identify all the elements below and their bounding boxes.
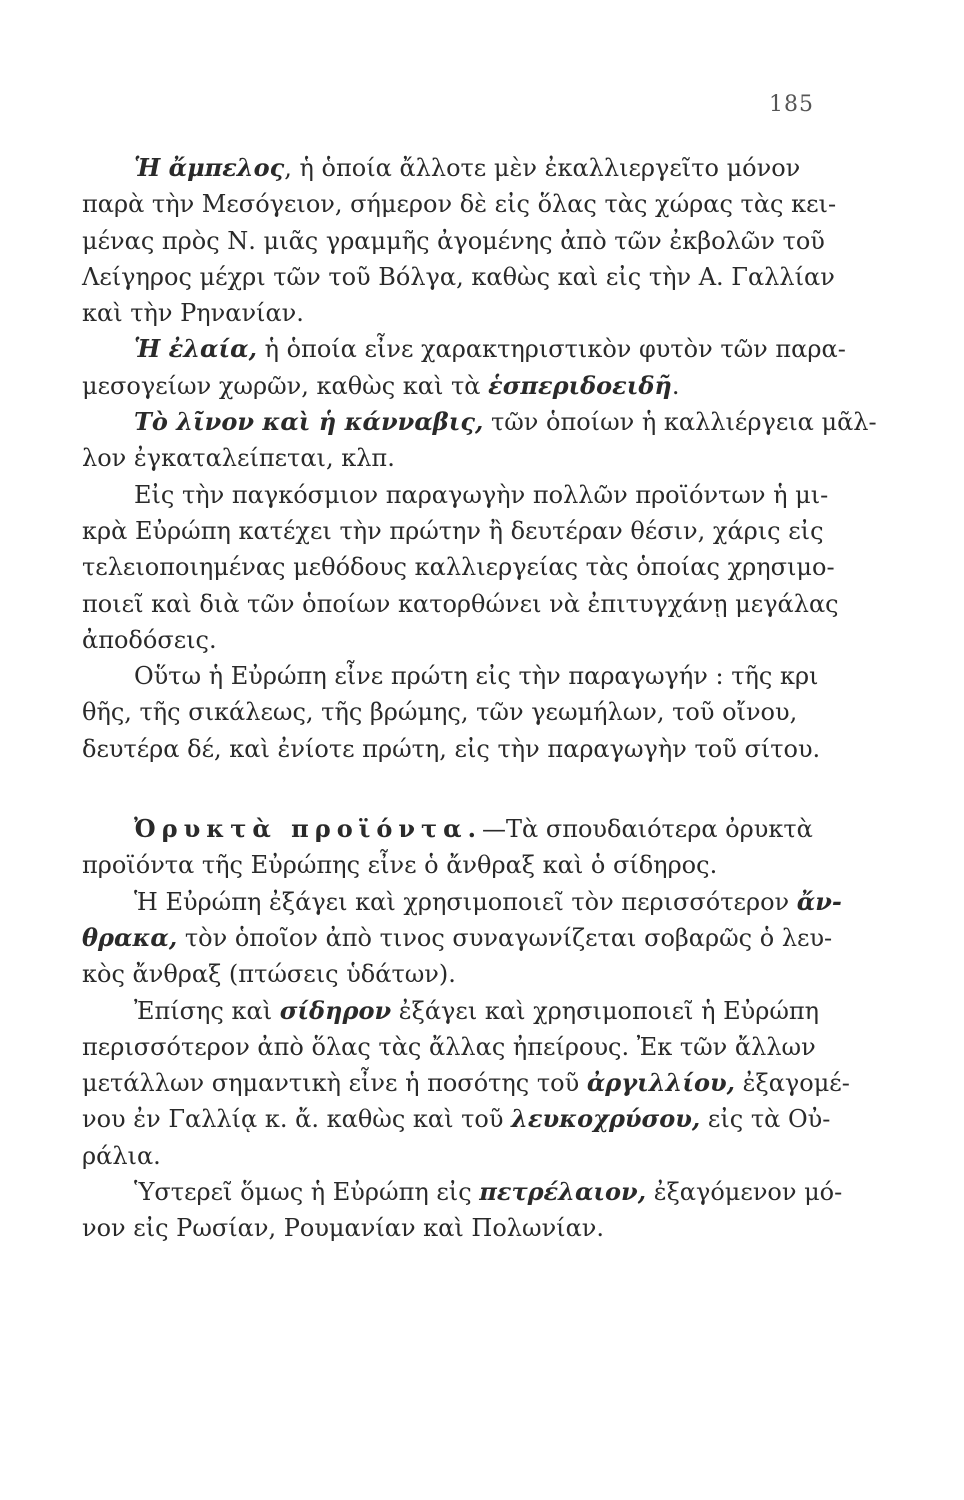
- text-line: [82, 223, 825, 259]
- text-line: [82, 993, 818, 1029]
- text-run: νον εἰς Ρωσίαν, Ρουμανίαν καὶ Πολωνίαν.: [82, 1214, 604, 1243]
- emphasized-term: Τὸ λῖνον καὶ ἡ κάνναβις,: [134, 407, 484, 437]
- section-gap: [82, 767, 818, 811]
- text-run: ἐξάγει καὶ χρησιμοποιεῖ ἡ Εὐρώπη: [391, 996, 820, 1025]
- text-line: [82, 259, 835, 295]
- text-line: [82, 920, 833, 956]
- text-run: δευτέρα δέ, καὶ ἐνίοτε πρώτη, εἰς τὴν παραγωγὴν τοῦ σίτου.: [82, 734, 821, 763]
- text-run: κρὰ Εὐρώπη κατέχει τὴν πρώτην ἢ δευτέραν θέσιν, χάρις εἰς: [82, 516, 824, 545]
- text-line: [82, 186, 837, 222]
- text-run: εἰς τὰ Οὐ-: [700, 1105, 831, 1134]
- text-line: [82, 1101, 831, 1137]
- paragraph: [82, 331, 846, 404]
- text-line: [82, 150, 818, 186]
- emphasized-term: Ἡ ἐλαία,: [134, 334, 257, 364]
- text-run: μεσογείων χωρῶν, καθὼς καὶ τὰ: [82, 371, 489, 400]
- text-line: [82, 295, 818, 331]
- text-run: Οὕτω ἡ Εὐρώπη εἶνε πρώτη εἰς τὴν παραγωγήν : τῆς κρι: [134, 662, 819, 691]
- text-run: προϊόντα τῆς Εὐρώπης εἶνε ὁ ἄνθραξ καὶ ὁ σίδηρος.: [82, 851, 718, 880]
- text-line: [82, 658, 818, 694]
- text-run: ποιεῖ καὶ διὰ τῶν ὁποίων κατορθώνει νὰ ἐπιτυγχάνῃ μεγάλας: [82, 589, 839, 618]
- text-line: [82, 1210, 818, 1246]
- text-run: ἐξαγομέ-: [734, 1069, 850, 1098]
- text-run: τῶν ὁποίων ἡ καλλιέργεια μᾶλ-: [483, 408, 877, 437]
- text-line: [82, 1029, 818, 1065]
- text-line: [82, 440, 818, 476]
- emphasized-term: Ἡ ἄμπελος: [134, 153, 285, 182]
- text-run: τελειοποιημένας μεθόδους καλλιεργείας τὰς ὁποίας χρησιμο-: [82, 553, 835, 582]
- text-run: λον ἐγκαταλείπεται, κλπ.: [82, 444, 395, 473]
- paragraph: [82, 884, 842, 993]
- emphasized-term: ἀργιλλίου,: [586, 1068, 735, 1098]
- page-number: 185: [769, 92, 814, 117]
- page-text: [82, 150, 877, 1247]
- text-line: [82, 811, 818, 847]
- emphasized-term: ἄν-: [796, 886, 842, 916]
- paragraph: [82, 477, 839, 658]
- text-run: θῆς, τῆς σικάλεως, τῆς βρώμης, τῶν γεωμήλων, τοῦ οἴνου,: [82, 698, 798, 727]
- text-run: μετάλλων σημαντικὴ εἶνε ἡ ποσότης τοῦ: [82, 1069, 587, 1098]
- text-run: Ἐπίσης καὶ: [134, 996, 280, 1025]
- text-run: νου ἐν Γαλλίᾳ κ. ἄ. καθὼς καὶ τοῦ: [82, 1105, 512, 1134]
- paragraph: [82, 993, 850, 1174]
- text-line: [82, 513, 824, 549]
- text-run: ράλια.: [82, 1141, 161, 1170]
- text-line: [82, 956, 818, 992]
- text-run: .: [671, 371, 680, 400]
- text-line: [82, 847, 818, 883]
- emphasized-term: πετρέλαιον,: [479, 1177, 647, 1207]
- emphasized-term: λευκοχρύσου,: [511, 1104, 701, 1134]
- text-line: [82, 331, 846, 367]
- paragraph: [82, 811, 818, 884]
- text-run: καὶ τὴν Ρηνανίαν.: [82, 299, 304, 328]
- text-line: [82, 731, 821, 767]
- text-run: Εἰς τὴν παγκόσμιον παραγωγὴν πολλῶν προϊόντων ἡ μι-: [134, 480, 829, 509]
- text-line: [82, 368, 818, 404]
- text-line: [82, 404, 877, 440]
- text-line: [82, 1065, 850, 1101]
- text-run: παρὰ τὴν Μεσόγειον, σήμερον δὲ εἰς ὅλας τὰς χώρας τὰς κει-: [82, 190, 837, 219]
- text-run: μένας πρὸς Ν. μιᾶς γραμμῆς ἀγομένης ἀπὸ τῶν ἐκβολῶν τοῦ: [82, 226, 825, 255]
- text-run: —Τὰ σπουδαιότερα ὀρυκτὰ: [481, 815, 813, 844]
- text-run: Ἡ Εὐρώπη ἐξάγει καὶ χρησιμοποιεῖ τὸν περισσότερον: [134, 887, 797, 916]
- text-line: [82, 622, 818, 658]
- paragraph: [82, 404, 877, 477]
- text-line: [82, 477, 829, 513]
- text-run: ἀποδόσεις.: [82, 625, 217, 654]
- text-line: [82, 549, 835, 585]
- text-line: [82, 1174, 843, 1210]
- section-heading: Ὀρυκτὰ προϊόντα.: [134, 814, 482, 844]
- emphasized-term: ἑσπεριδοειδῆ: [488, 370, 672, 400]
- paragraph: [82, 150, 837, 331]
- text-run: ἡ ὁποία εἶνε χαρακτηριστικὸν φυτὸν τῶν παρα-: [256, 335, 846, 364]
- emphasized-term: σίδηρον: [279, 995, 392, 1025]
- paragraph: [82, 1174, 843, 1247]
- text-run: ἐξαγόμενον μό-: [646, 1178, 843, 1207]
- text-line: [82, 694, 818, 730]
- emphasized-term: θρακα,: [82, 922, 178, 952]
- text-run: περισσότερον ἀπὸ ὅλας τὰς ἄλλας ἠπείρους. Ἐκ τῶν ἄλλων: [82, 1032, 816, 1061]
- text-line: [82, 884, 842, 920]
- text-line: [82, 586, 839, 622]
- text-run: Λείγηρος μέχρι τῶν τοῦ Βόλγα, καθὼς καὶ εἰς τὴν Α. Γαλλίαν: [82, 262, 835, 291]
- text-run: , ἡ ὁποία ἄλλοτε μὲν ἐκαλλιεργεῖτο μόνον: [284, 154, 801, 182]
- paragraph: [82, 658, 821, 767]
- text-run: Ὑστερεῖ ὅμως ἡ Εὐρώπη εἰς: [134, 1178, 480, 1207]
- text-line: [82, 1138, 818, 1174]
- text-run: κὸς ἄνθραξ (πτώσεις ὑδάτων).: [82, 960, 456, 989]
- text-run: τὸν ὁποῖον ἀπὸ τινος συναγωνίζεται σοβαρῶς ὁ λευ-: [177, 923, 833, 952]
